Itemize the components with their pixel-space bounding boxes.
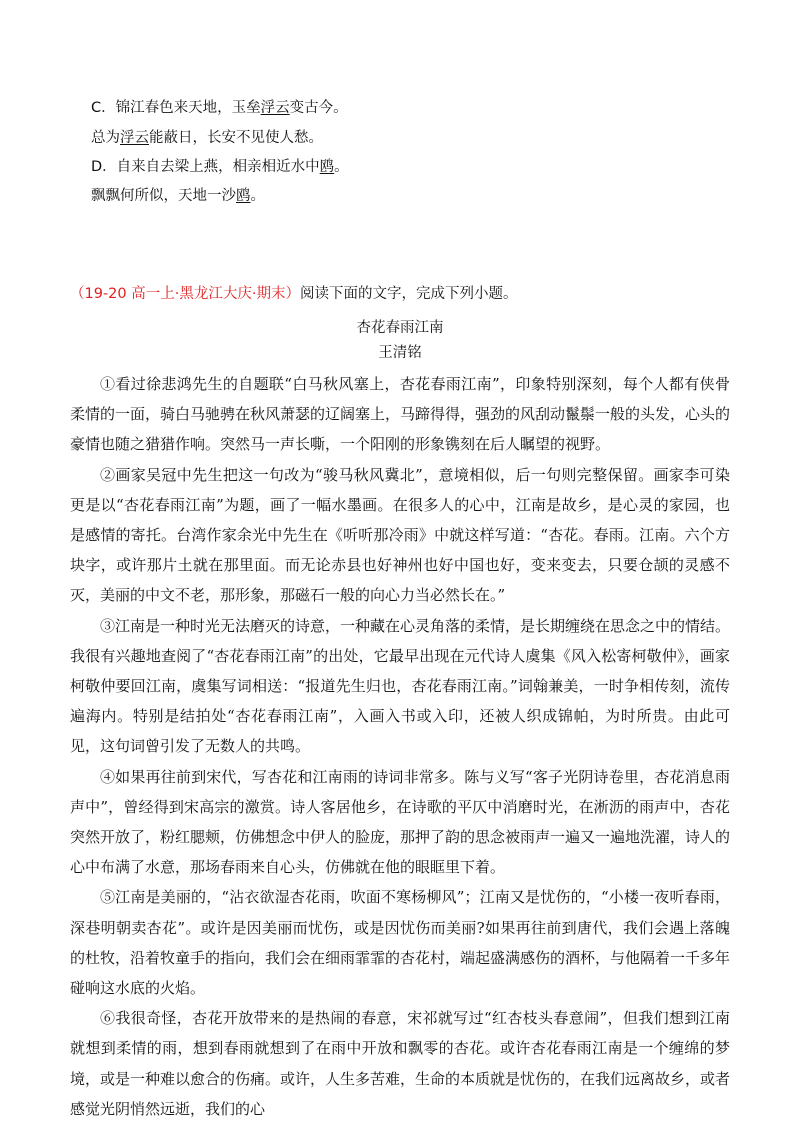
paragraph-5: ⑤江南是美丽的，“沾衣欲湿杏花雨，吹面不寒杨柳风”；江南又是忧伤的，“小楼一夜听春雨，深巷明朝卖杏花”。或许是因美丽而忧伤，或是因忧伤而美丽?如果再往前到唐代，我们会遇上落魄的杜牧，沿着牧童手的指向，我们会在细雨霏霏的杏花村，端起盛满感伤的酒杯，与他隔着一千多年碰响这水底的火焰。: [70, 888, 731, 998]
paragraph-2: ②画家吴冠中先生把这一句改为“骏马秋风冀北”，意境相似，后一句则完整保留。画家李可染更是以“杏花春雨江南”为题，画了一幅水墨画。在很多人的心中，江南是故乡，是心灵的家园，也是感情的寄托。台湾作家余光中先生在《听听那冷雨》中就这样写道：“杏花。春雨。江南。六个方块字，或许那片土就在那里面。而无论赤县也好神州也好中国也好，变来变去，只要仓颉的灵感不灭，美丽的中文不老，那形象，那磁石一般的向心力当必然长在。”: [70, 465, 730, 605]
underlined-term: 鸥: [319, 159, 335, 175]
underlined-term: 鸥: [236, 188, 251, 204]
article-title: 杏花春雨江南: [356, 320, 444, 336]
article-author: 王清铭: [378, 345, 422, 361]
paragraph-3: ③江南是一种时光无法磨灭的诗意，一种藏在心灵角落的柔情，是长期缠绕在思念之中的情结。我很有兴趣地查阅了“杏花春雨江南”的出处，它最早出现在元代诗人虞集《风入松寄柯敬仲》，画家柯敬仲要回江南，虞集写词相送：“报道先生归也，杏花春雨江南。”词翰兼美，一时争相传刻，流传遍海内。特别是结拍处“杏花春雨江南”，入画入书或入印，还被人织成锦帕，为时所贵。由此可见，这句词曾引发了无数人的共鸣。: [70, 616, 731, 756]
instruction-text: 阅读下面的文字，完成下列小题。: [299, 286, 518, 302]
paragraph-4: ④如果再往前到宋代，写杏花和江南雨的诗词非常多。陈与义写“客子光阴诗卷里，杏花消息雨声中”，曾经得到宋高宗的激赏。诗人客居他乡，在诗歌的平仄中消磨时光，在淅沥的雨声中，杏花突然开放了，粉红腮颊，仿佛想念中伊人的脸庞，那押了韵的思念被雨声一遍又一遍地洗濯，诗人的心中布满了水意，那场春雨来自心头，仿佛就在他的眼眶里下着。: [70, 767, 731, 877]
underlined-term: 浮云: [260, 100, 290, 116]
source-tag: （19-20 高一上·黑龙江大庆·期末）: [70, 286, 300, 302]
option-d-line-1: D．自来自去梁上燕，相亲相近水中鸥。: [91, 159, 349, 175]
article-body: [70, 369, 730, 1124]
paragraph-1: ①看过徐悲鸿先生的自题联“白马秋风塞上，杏花春雨江南”，印象特别深刻，每个人都有侠骨柔情的一面，骑白马驰骋在秋风萧瑟的辽阔塞上，马蹄得得，强劲的风刮动鬣鬃一般的头发，心头的豪情也随之猎猎作响。突然马一声长嘶，一个阳刚的形象镌刻在后人瞩望的视野。: [70, 375, 731, 454]
option-d-label: D．: [91, 159, 117, 175]
underlined-term: 浮云: [120, 130, 149, 146]
option-c-line-1: C．锦江春色来天地，玉垒浮云变古今。: [91, 100, 348, 116]
option-c-line-2: 总为浮云能蔽日，长安不见使人愁。: [91, 130, 323, 146]
option-c-label: C．: [91, 100, 116, 116]
question-source-line: [70, 284, 517, 304]
option-d-line-2: 飘飘何所似，天地一沙鸥。: [91, 188, 265, 204]
paragraph-6: ⑥我很奇怪，杏花开放带来的是热闹的春意，宋祁就写过“红杏枝头春意闹”，但我们想到江南就想到柔情的雨，想到春雨就想到了在雨中开放和飘零的杏花。或许杏花春雨江南是一个缠绵的梦境，或是一种难以愈合的伤痛。或许，人生多苦难，生命的本质就是忧伤的，在我们远离故乡，或者感觉光阴悄然远逝，我们的心: [70, 1009, 731, 1118]
